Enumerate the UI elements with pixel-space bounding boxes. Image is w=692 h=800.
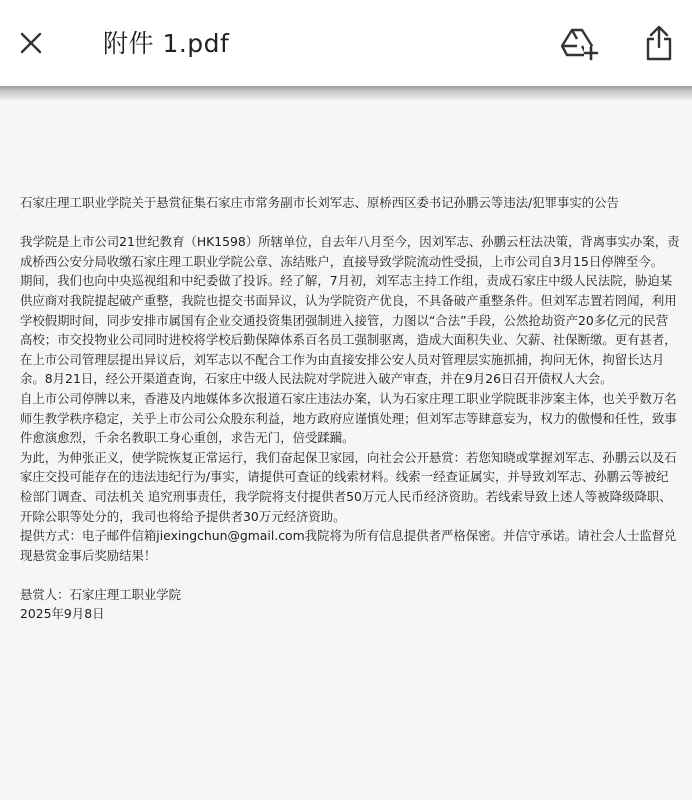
- toolbar-shadow-divider: [0, 86, 692, 100]
- document-signer: 悬赏人：石家庄理工职业学院: [20, 586, 182, 602]
- document-paragraph: 我学院是上市公司21世纪教育（HK1598）所辖单位，自去年八月至今，因刘军志、孙鹏云枉法决策，背离事实办案，责成桥西公安分局收缴石家庄理工职业学院公章、冻结账户，直接导致学院流动性受损，上市公司自3月15日停牌至今。: [20, 234, 680, 269]
- file-title: 附件 1.pdf: [103, 29, 230, 58]
- document-paragraph: 期间，我们也向中央巡视组和中纪委做了投诉。经了解，7月初，刘军志主持工作组，责成石家庄中级人民法院，胁迫某供应商对我院提起破产重整，我院也提交书面异议，认为学院资产优良，不具备破产重整条件。但刘军志置若罔闻，利用学校假期时间，同步安排市属国有企业交通投资集团强制进入接管，力图以“合法”手段，公然抢劫资产20多亿元的民营高校；市交投物业公司同时进校将学校后勤保障体系百名员工强制驱离，造成大面积失业、欠薪、社保断缴。更有甚者，在上市公司管理层提出异议后，刘军志以不配合工作为由直接安排公安人员对管理层实施抓捕，拘问无休，拘留长达月余。8月21日，经公开渠道查询，石家庄中级人民法院对学院进入破产审查，并在9月26日召开债权人大会。: [20, 273, 677, 387]
- share-button[interactable]: [640, 22, 678, 64]
- top-app-bar: [0, 0, 692, 86]
- pdf-page[interactable]: [0, 100, 692, 800]
- document-body: [20, 193, 680, 624]
- share-icon: [645, 25, 673, 61]
- paragraph-spacer: [20, 565, 680, 585]
- document-paragraph: 提供方式：电子邮件信箱jiexingchun@gmail.com我院将为所有信息提供者严格保密。并信守承诺。请社会人士监督兑现悬赏金事后奖励结果！: [20, 528, 677, 563]
- add-to-drive-icon: [561, 27, 599, 61]
- close-icon: [19, 31, 43, 55]
- close-button[interactable]: [14, 26, 48, 60]
- document-title: 石家庄理工职业学院关于悬赏征集石家庄市常务副市长刘军志、原桥西区委书记孙鹏云等违法/犯罪事实的公告: [20, 195, 619, 210]
- document-paragraph: 自上市公司停牌以来，香港及内地媒体多次报道石家庄违法办案，认为石家庄理工职业学院既非涉案主体，也关乎数万名师生教学秩序稳定，关乎上市公司公众股东利益，地方政府应谨慎处理；但刘军志等肆意妄为，权力的傲慢和任性，致事件愈演愈烈，千余名教职工身心重创，求告无门，倍受蹂躏。: [20, 390, 677, 446]
- document-paragraph: 为此，为伸张正义，使学院恢复正常运行，我们奋起保卫家园，向社会公开悬赏：若您知晓或掌握刘军志、孙鹏云以及石家庄交投可能存在的违法违纪行为/事实，请提供可查证的线索材料。线索一经查证属实，并导致刘军志、孙鹏云等被纪检部门调查、司法机关 追究刑事责任，我学院将支付提供者50万元人民币经济资助。若线索导致上述人等被降级降职、开除公职等处分的，我司也将给予提供者30万元经济资助。: [20, 449, 677, 524]
- add-to-drive-button[interactable]: [560, 24, 600, 64]
- document-date: 2025年9月8日: [20, 606, 105, 622]
